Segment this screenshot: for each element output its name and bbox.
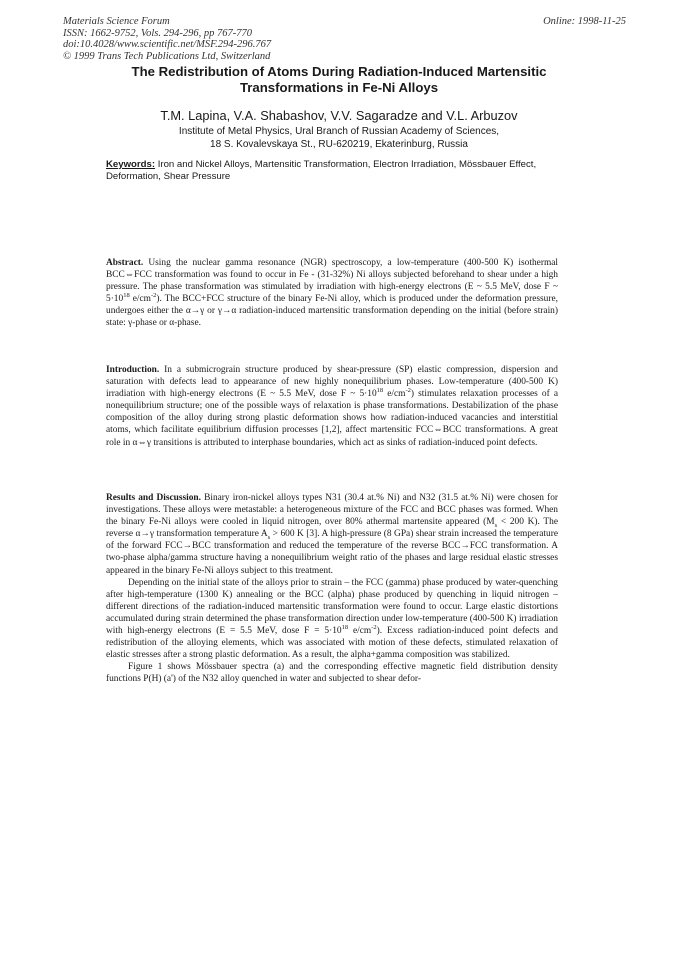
affiliation (60, 126, 618, 151)
issn-line: ISSN: 1662-9752, Vols. 294-296, pp 767-770 (63, 27, 252, 39)
introduction-exponent-2: -2 (405, 387, 411, 395)
results-exponent-1: 18 (341, 623, 349, 631)
paper-title (60, 64, 618, 96)
results-text-2a: Depending on the initial state of the alloys prior to strain – the FCC (gamma) phase produced by water-quenching after high-temperature (1300 K) annealing or the BCC (alpha) phase produced by quenching in liquid nitrogen – different directions of the radiation-induced martensitic transformation were found to occur. Large elastic distortions accumulated during strain determined the phase transformation direction under low-temperature (400-500 K) irradiation with high-energy electrons (E = 5.5 MeV, dose F = 5·10 (106, 577, 558, 637)
introduction-section (106, 364, 558, 449)
keywords-label: Keywords: (106, 159, 156, 170)
results-exponent-2: -2 (371, 623, 377, 631)
abstract-text-2: e/cm (129, 294, 151, 305)
abstract-text-1: Using the nuclear gamma resonance (NGR) spectroscopy, a low-temperature (400-500 K) isothermal BCC⇔FCC transformation was found to occur in Fe - (31-32%) Ni alloys subjected beforehand to shear under a high pressure. The phase transformation was stimulated by irradiation with high-energy electrons (E ~ 5.5 MeV, dose F ~ 5·10 (106, 258, 559, 305)
introduction-exponent-1: 18 (376, 387, 384, 395)
introduction-text-1: In a submicrograin structure produced by shear-pressure (SP) elastic compression, dispersion and saturation with defects lead to appearance of new highly nonequilibrium phases. Low-temperature (400-500 K) irradiation with high-energy electrons (E ~ 5.5 MeV, dose F ~ 5·10 (106, 365, 558, 400)
abstract-heading: Abstract. (106, 258, 144, 268)
authors: T.M. Lapina, V.A. Shabashov, V.V. Sagaradze and V.L. Arbuzov (160, 108, 518, 123)
affiliation-line-1: Institute of Metal Physics, Ural Branch of Russian Academy of Sciences, (178, 126, 500, 137)
results-subscript-as: s (267, 534, 271, 542)
online-date: Online: 1998-11-25 (543, 16, 626, 27)
results-text-2b: e/cm (348, 626, 372, 637)
copyright-line: © 1999 Trans Tech Publications Ltd, Switzerland (63, 50, 271, 62)
introduction-heading: Introduction. (106, 365, 160, 375)
introduction-text-2: e/cm (383, 389, 406, 400)
doi-line[interactable]: doi:10.4028/www.scientific.net/MSF.294-296.767 (63, 39, 272, 50)
keywords-text: Iron and Nickel Alloys, Martensitic Transformation, Electron Irradiation, Mössbauer Effect, Deformation, Shear Pressure (106, 159, 537, 182)
abstract-section (106, 257, 558, 330)
results-text-1a: Binary iron-nickel alloys types N31 (30.4 at.% Ni) and N32 (31.5 at.% Ni) were chosen for investigations. These alloys were metastable: a heterogeneous mixture of the FCC and BCC phases was formed. When the binary Fe-Ni alloys were cooled in liquid nitrogen, over 80% athermal martensite appeared (M (106, 493, 559, 528)
abstract-exponent-1: 18 (123, 292, 130, 300)
title-line-1: The Redistribution of Atoms During Radiation-Induced Martensitic (131, 64, 547, 79)
results-text-3: Figure 1 shows Mössbauer spectra (a) and the corresponding effective magnetic field distribution density functions P(H) (a') of the N32 alloy quenched in water and subjected to shear defor- (106, 662, 558, 685)
results-heading: Results and Discussion. (106, 493, 201, 503)
affiliation-line-2: 18 S. Kovalevskaya St., RU-620219, Ekaterinburg, Russia (210, 138, 468, 150)
results-text-1c: > 600 K [3]. A high-pressure (8 GPa) shear strain increased the temperature of the forward FCC→BCC transformation and reduced the temperature of the reverse BCC→FCC transformation. A two-phase alpha/gamma structure having a nonequilibrium weight ratio of the phases and large residual elastic stresses appeared in the binary Fe-Ni alloys subject to this treatment. (106, 529, 558, 576)
publication-header (63, 16, 483, 62)
results-subscript-ms: s (494, 522, 498, 530)
abstract-text-3: ). The BCC+FCC structure of the binary Fe-Ni alloy, which is produced under the deformation pressure, undergoes either the α→γ or γ→α radiation-induced martensitic transformation depending on the initial (before strain) state: γ-phase or α-phase. (106, 294, 558, 329)
title-line-2: Transformations in Fe-Ni Alloys (239, 80, 439, 95)
results-text-1b: < 200 K). The reverse α→γ transformation temperature A (106, 517, 558, 540)
journal-name: Materials Science Forum (63, 16, 170, 27)
results-text-2c: ). Excess radiation-induced point defects and redistribution of the alloying elements, which was associated with motion of these defects, stimulated relaxation of elastic stresses after a strong plastic deformation. As a result, the alpha+gamma composition was stabilized. (106, 626, 558, 661)
keywords (106, 159, 558, 183)
introduction-text-3: ) stimulates relaxation processes of a nonequilibrium structure; one of the possible ways of relaxation is phase transformations. Destabilization of the phase composition of the alloy during strong plastic deformation shows how radiation-induced vacancies and interstitial atoms, which facilitate equilibrium diffusion processes [1,2], affect martensitic FCC⇔BCC transformations. A great role in α⇔γ transitions is attributed to interphase boundaries, which act as sinks of radiation-induced point defects. (106, 389, 558, 448)
results-section (106, 492, 558, 686)
abstract-exponent-2: -2 (150, 292, 157, 300)
